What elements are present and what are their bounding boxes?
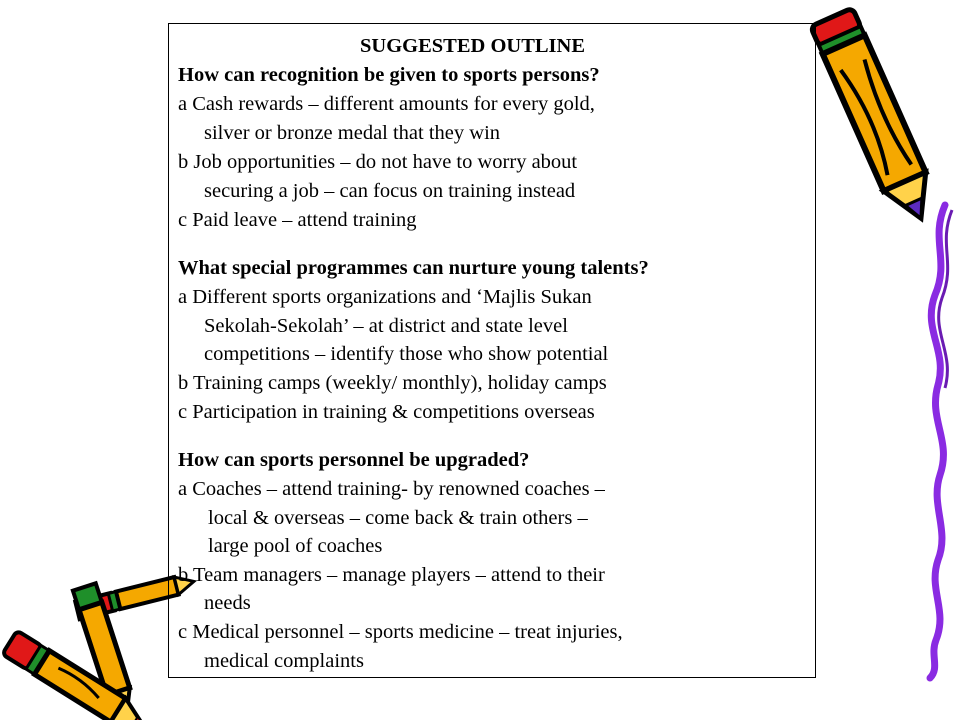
- list-item-continuation: competitions – identify those who show potential: [204, 343, 609, 365]
- section-heading-programmes: What special programmes can nurture young talents?: [178, 257, 649, 279]
- squiggle-decoration: [900, 200, 960, 680]
- list-item-continuation: securing a job – can focus on training instead: [204, 180, 576, 202]
- list-item: c Medical personnel – sports medicine – treat injuries,: [178, 621, 623, 643]
- section-heading-recognition: How can recognition be given to sports persons?: [178, 64, 600, 86]
- list-item: b Team managers – manage players – attend to their: [178, 564, 605, 586]
- list-item: a Coaches – attend training- by renowned coaches –: [178, 478, 605, 500]
- list-item-continuation: large pool of coaches: [208, 535, 383, 557]
- list-item: c Participation in training & competitions overseas: [178, 401, 595, 423]
- list-item: b Training camps (weekly/ monthly), holiday camps: [178, 372, 607, 394]
- list-item: c Paid leave – attend training: [178, 209, 417, 231]
- list-item-continuation: needs: [204, 592, 251, 614]
- list-item: b Job opportunities – do not have to worry about: [178, 151, 578, 173]
- pencil-icon: [800, 0, 950, 230]
- outline-title: SUGGESTED OUTLINE: [360, 35, 585, 57]
- list-item: a Cash rewards – different amounts for every gold,: [178, 93, 595, 115]
- section-heading-personnel: How can sports personnel be upgraded?: [178, 449, 530, 471]
- list-item-continuation: local & overseas – come back & train others –: [208, 507, 588, 529]
- list-item: a Different sports organizations and ‘Majlis Sukan: [178, 286, 592, 308]
- list-item-continuation: silver or bronze medal that they win: [204, 122, 501, 144]
- list-item-continuation: medical complaints: [204, 650, 364, 672]
- list-item-continuation: Sekolah-Sekolah’ – at district and state level: [204, 315, 568, 337]
